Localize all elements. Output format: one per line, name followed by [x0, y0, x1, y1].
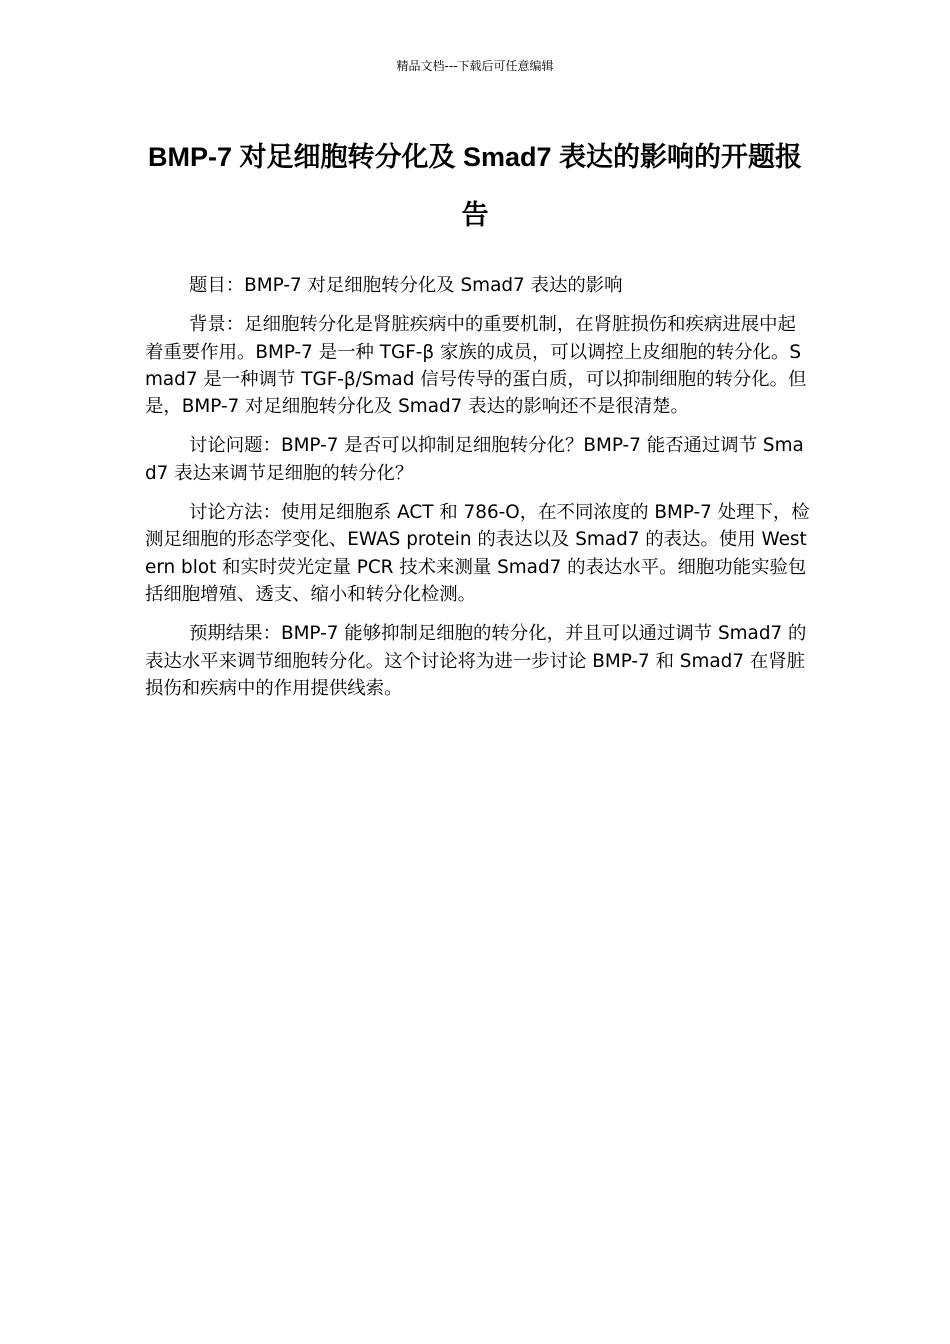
page-header: 精品文档---下载后可任意编辑: [396, 59, 554, 73]
paragraph-methods: 讨论方法：使用足细胞系 ACT 和 786-O，在不同浓度的 BMP-7 处理下，检测足细胞的形态学变化、EWAS protein 的表达以及 Smad7 的表达。使用 Western blot 和实时荧光定量 PCR 技术来测量 Smad7 的表达水平。细胞功能实验包括细胞增殖、透支、缩小和转分化检测。: [145, 502, 810, 605]
document-title: BMP-7 对足细胞转分化及 Smad7 表达的影响的开题报告: [147, 142, 803, 230]
paragraph-expected-results: 预期结果：BMP-7 能够抑制足细胞的转分化，并且可以通过调节 Smad7 的表达水平来调节细胞转分化。这个讨论将为进一步讨论 BMP-7 和 Smad7 在肾脏损伤和疾病中的作用提供线索。: [145, 623, 807, 699]
document-body: [145, 272, 810, 714]
paragraph-topic: 题目：BMP-7 对足细胞转分化及 Smad7 表达的影响: [189, 275, 623, 296]
paragraph-background: 背景：足细胞转分化是肾脏疾病中的重要机制，在肾脏损伤和疾病进展中起着重要作用。BMP-7 是一种 TGF-β 家族的成员，可以调控上皮细胞的转分化。Smad7 是一种调节 TGF-β/Smad 信号传导的蛋白质，可以抑制细胞的转分化。但是，BMP-7 对足细胞转分化及 Smad7 表达的影响还不是很清楚。: [145, 314, 807, 418]
paragraph-questions: 讨论问题：BMP-7 是否可以抑制足细胞转分化？BMP-7 能否通过调节 Smad7 表达来调节足细胞的转分化？: [145, 435, 804, 484]
